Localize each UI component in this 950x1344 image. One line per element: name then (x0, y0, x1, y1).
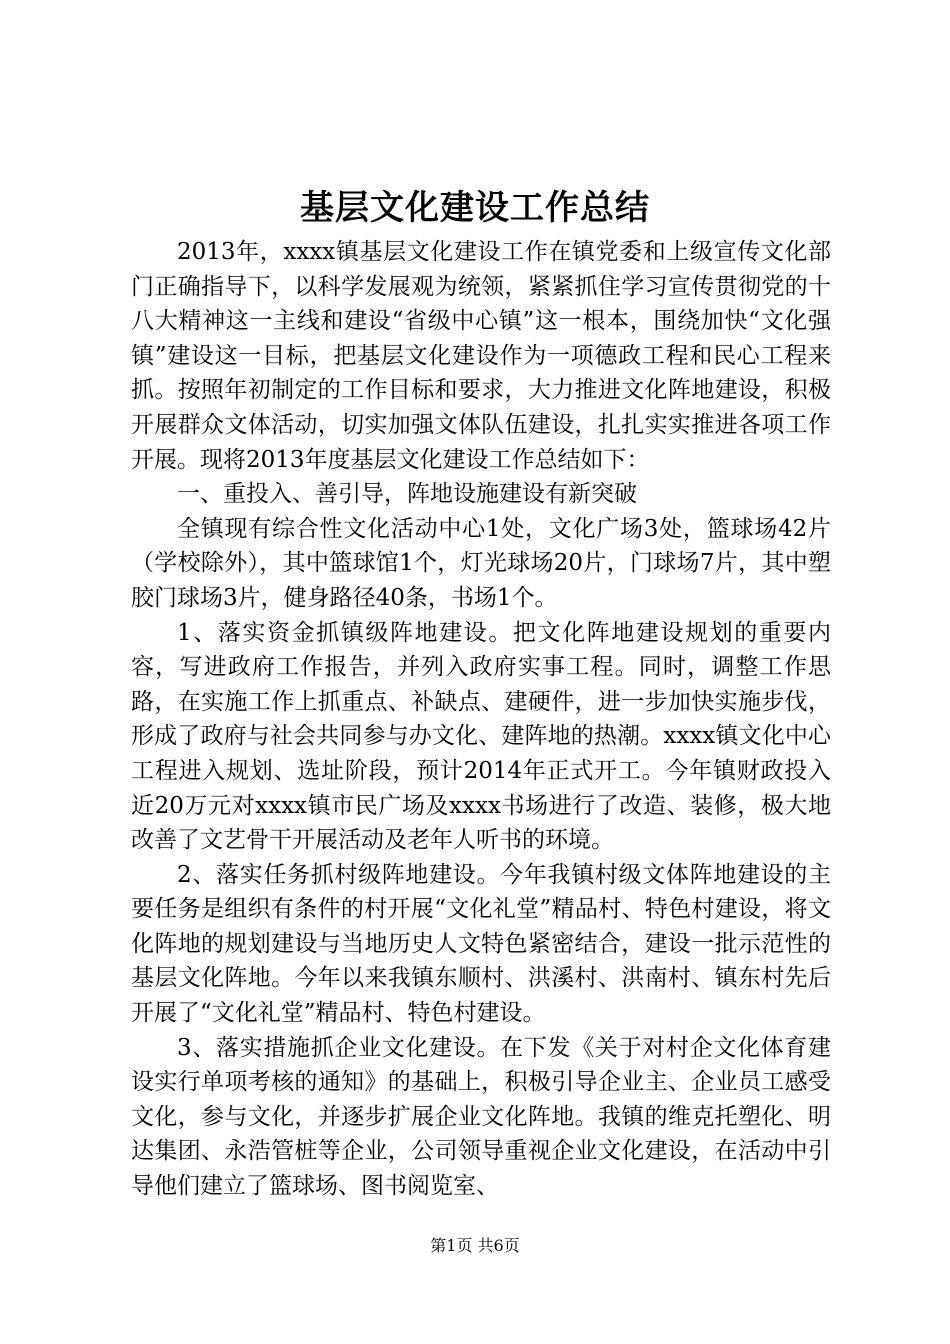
page-title: 基层文化建设工作总结 (300, 188, 650, 228)
document-body (131, 235, 831, 1204)
paragraph-item-3: 3、落实措施抓企业文化建设。在下发《关于对村企文化体育建设实行单项考核的通知》的基础上，积极引导企业主、企业员工感受文化，参与文化，并逐步扩展企业文化阵地。我镇的维克托塑化、明达集团、永浩管桩等企业，公司领导重视企业文化建设，在活动中引导他们建立了篮球场、图书阅览室、 (131, 1034, 831, 1200)
paragraph-intro: 2013年，xxxx镇基层文化建设工作在镇党委和上级宣传文化部门正确指导下，以科学发展观为统领，紧紧抓住学习宣传贯彻党的十八大精神这一主线和建设“省级中心镇”这一根本，围绕加快“文化强镇”建设这一目标，把基层文化建设作为一项德政工程和民心工程来抓。按照年初制定的工作目标和要求，大力推进文化阵地建设，积极开展群众文体活动，切实加强文体队伍建设，扎扎实实推进各项工作开展。现将2013年度基层文化建设工作总结如下： (131, 239, 831, 473)
section-heading-1: 一、重投入、善引导，阵地设施建设有新突破 (177, 481, 637, 508)
paragraph-item-1: 1、落实资金抓镇级阵地建设。把文化阵地建设规划的重要内容，写进政府工作报告，并列入政府实事工程。同时，调整工作思路，在实施工作上抓重点、补缺点、建硬件，进一步加快实施步伐，形成了政府与社会共同参与办文化、建阵地的热潮。xxxx镇文化中心工程进入规划、选址阶段，预计2014年正式开工。今年镇财政投入近20万元对xxxx镇市民广场及xxxx书场进行了改造、装修，极大地改善了文艺骨干开展活动及老年人听书的环境。 (131, 619, 831, 854)
paragraph-facilities: 全镇现有综合性文化活动中心1处，文化广场3处，篮球场42片（学校除外），其中篮球馆1个，灯光球场20片，门球场7片，其中塑胶门球场3片，健身路径40条，书场1个。 (131, 515, 831, 611)
page-footer: 第1页 共6页 (430, 1236, 520, 1255)
paragraph-item-2: 2、落实任务抓村级阵地建设。今年我镇村级文体阵地建设的主要任务是组织有条件的村开展“文化礼堂”精品村、特色村建设，将文化阵地的规划建设与当地历史人文特色紧密结合，建设一批示范性的基层文化阵地。今年以来我镇东顺村、洪溪村、洪南村、镇东村先后开展了“文化礼堂”精品村、特色村建设。 (131, 861, 831, 1027)
